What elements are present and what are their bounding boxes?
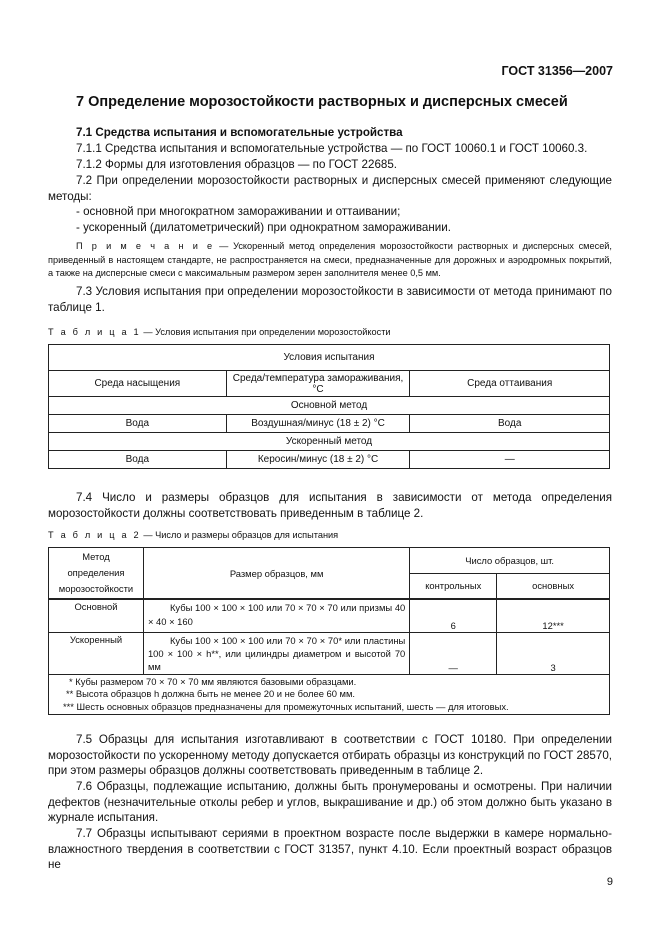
table-1 xyxy=(48,344,610,469)
col-header: Среда насыщения xyxy=(49,371,227,397)
table-row xyxy=(49,451,610,469)
cell-control: — xyxy=(410,632,497,674)
cell-control: 6 xyxy=(410,599,497,632)
col-header-control: контрольных xyxy=(410,573,497,599)
section-title: 7 Определение морозостойкости растворных и дисперсных смесей xyxy=(76,94,568,110)
bullet-item: - основной при многократном замораживании и оттаивании; xyxy=(76,205,401,218)
paragraph-7-4: 7.4 Число и размеры образцов для испытания в зависимости от метода определения морозостойкости должны соответствовать приведенным в таблице 2. xyxy=(48,491,612,520)
group-header: Основной метод xyxy=(49,397,610,415)
table-row xyxy=(49,632,610,674)
caption-label: Т а б л и ц а 1 xyxy=(48,327,141,337)
col-header-method: Метод определения морозостойкости xyxy=(49,548,144,600)
note-label: П р и м е ч а н и е xyxy=(76,241,215,251)
cell-main: 12*** xyxy=(497,599,610,632)
table1-header: Условия испытания xyxy=(49,345,610,371)
paragraph-7-7: 7.7 Образцы испытывают сериями в проектном возрасте после выдержки в камере нормально-влажностного твердения в соответствии с ГОСТ 31357, пункт 4.10. Если проектный возраст образцов не xyxy=(48,827,612,871)
col-header: Среда/температура замораживания, °С xyxy=(226,371,410,397)
cell-size: Кубы 100 × 100 × 100 или 70 × 70 × 70* или пластины 100 × 100 × h**, или цилиндры диаметром и высотой 70 мм xyxy=(143,632,409,674)
paragraph-7-3: 7.3 Условия испытания при определении морозостойкости в зависимости от метода принимают по таблице 1. xyxy=(48,285,612,314)
footnote: *** Шесть основных образцов предназначены для промежуточных испытаний, шесть — для итоговых. xyxy=(63,700,509,712)
note xyxy=(48,240,612,281)
table-row xyxy=(49,415,610,433)
cell: Вода xyxy=(49,451,227,469)
document-id: ГОСТ 31356—2007 xyxy=(501,64,613,78)
table-2 xyxy=(48,547,610,715)
cell-method: Ускоренный xyxy=(49,632,144,674)
caption-text: — Число и размеры образцов для испытания xyxy=(140,530,339,540)
cell: Вода xyxy=(49,415,227,433)
note-text: — Ускоренный метод определения морозостойкости растворных и дисперсных смесей, приведенный в настоящем стандарте, не распространяется на смеси, предназначенные для дорожных и аэродромных покрытий, а также на дисперсные смеси с максимальным размером зерен заполнителя менее 0,5 мм. xyxy=(48,241,612,278)
col-header-size: Размер образцов, мм xyxy=(143,548,409,600)
paragraph-7-6: 7.6 Образцы, подлежащие испытанию, должны быть пронумерованы и осмотрены. При наличии дефектов (незначительные отколы ребер и углов, выкрашивание и др.) об этом должно быть указано в журнале испытания. xyxy=(48,780,612,824)
caption-label: Т а б л и ц а 2 xyxy=(48,530,141,540)
paragraph-7-1-2: 7.1.2 Формы для изготовления образцов — по ГОСТ 22685. xyxy=(76,158,398,171)
cell: — xyxy=(410,451,610,469)
cell-method: Основной xyxy=(49,599,144,632)
paragraph-7-1-1: 7.1.1 Средства испытания и вспомогательные устройства — по ГОСТ 10060.1 и ГОСТ 10060.3. xyxy=(76,142,588,155)
cell-main: 3 xyxy=(497,632,610,674)
subsection-title: 7.1 Средства испытания и вспомогательные устройства xyxy=(76,126,403,139)
footnote: * Кубы размером 70 × 70 × 70 мм являются базовыми образцами. xyxy=(69,675,357,687)
cell: Вода xyxy=(410,415,610,433)
cell: Воздушная/минус (18 ± 2) °С xyxy=(226,415,410,433)
bullet-item: - ускоренный (дилатометрический) при однократном замораживании. xyxy=(76,221,451,234)
footnotes xyxy=(49,674,610,715)
cell: Керосин/минус (18 ± 2) °С xyxy=(226,451,410,469)
caption-text: — Условия испытания при определении морозостойкости xyxy=(140,327,391,337)
table2-caption xyxy=(48,529,338,543)
col-header-main: основных xyxy=(497,573,610,599)
page-number: 9 xyxy=(606,876,613,888)
cell-size: Кубы 100 × 100 × 100 или 70 × 70 × 70 или призмы 40 × 40 × 160 xyxy=(143,599,409,632)
col-header-count: Число образцов, шт. xyxy=(410,548,610,574)
paragraph-7-2: 7.2 При определении морозостойкости растворных и дисперсных смесей применяют следующие методы: xyxy=(48,174,612,203)
table1-caption xyxy=(48,326,391,340)
col-header: Среда оттаивания xyxy=(410,371,610,397)
paragraph-7-5: 7.5 Образцы для испытания изготавливают в соответствии с ГОСТ 10180. При определении морозостойкости по ускоренному методу допускается отбирать образцы из конструкций по ГОСТ 28570, при этом размеры образцов должны соответствовать приведенным в таблице 2. xyxy=(48,733,612,777)
table-row xyxy=(49,599,610,632)
group-header: Ускоренный метод xyxy=(49,433,610,451)
footnote: ** Высота образцов h должна быть не менее 20 и не более 60 мм. xyxy=(66,688,356,699)
